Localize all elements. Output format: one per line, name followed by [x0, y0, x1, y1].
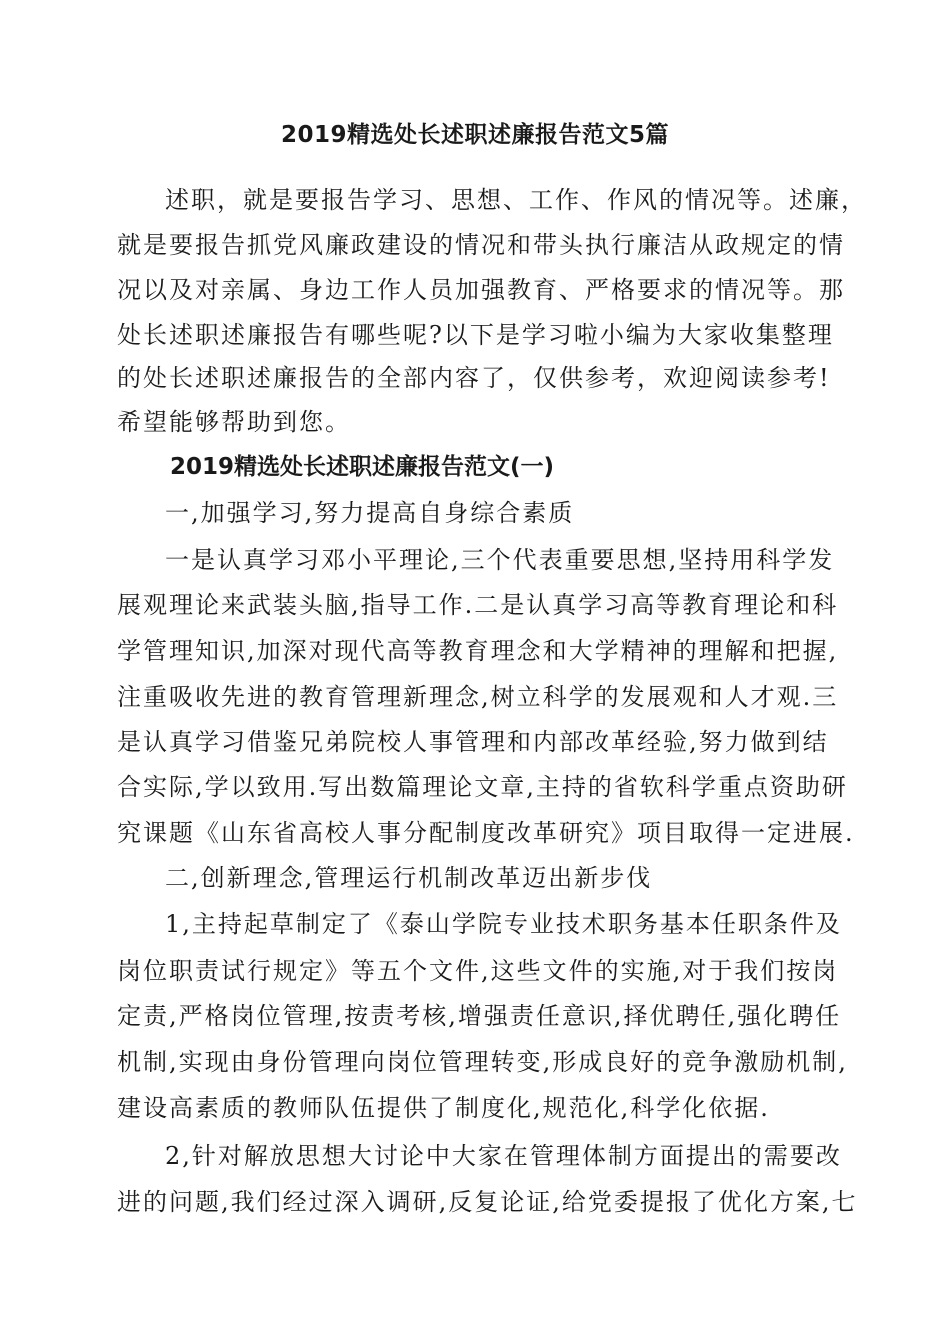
- body-line: 1,主持起草制定了《泰山学院专业技术职务基本任职条件及: [165, 910, 842, 938]
- body-line: 展观理论来武装头脑,指导工作.二是认真学习高等教育理论和科: [117, 591, 839, 619]
- body-line: 合实际,学以致用.写出数篇理论文章,主持的省软科学重点资助研: [117, 773, 848, 801]
- intro-line: 况以及对亲属、身边工作人员加强教育、严格要求的情况等。那: [117, 276, 845, 304]
- body-line: 一,加强学习,努力提高自身综合素质: [165, 499, 575, 527]
- document-title: 2019精选处长述职述廉报告范文5篇: [280, 122, 670, 148]
- body-line: 2,针对解放思想大讨论中大家在管理体制方面提出的需要改: [165, 1142, 842, 1170]
- section-heading: 2019精选处长述职述廉报告范文(一): [170, 454, 555, 480]
- intro-line: 希望能够帮助到您。: [117, 408, 351, 436]
- body-line: 究课题《山东省高校人事分配制度改革研究》项目取得一定进展.: [117, 819, 855, 847]
- body-line: 定责,严格岗位管理,按责考核,增强责任意识,择优聘任,强化聘任: [117, 1002, 842, 1030]
- body-line: 学管理知识,加深对现代高等教育理念和大学精神的理解和把握,: [117, 637, 839, 665]
- intro-line: 处长述职述廉报告有哪些呢?以下是学习啦小编为大家收集整理: [117, 321, 834, 349]
- body-line: 机制,实现由身份管理向岗位管理转变,形成良好的竞争激励机制,: [117, 1048, 848, 1076]
- intro-line: 述职，就是要报告学习、思想、工作、作风的情况等。述廉，: [165, 186, 867, 214]
- intro-line: 就是要报告抓党风廉政建设的情况和带头执行廉洁从政规定的情: [117, 231, 845, 259]
- body-line: 一是认真学习邓小平理论,三个代表重要思想,坚持用科学发: [165, 546, 835, 574]
- body-line: 建设高素质的教师队伍提供了制度化,规范化,科学化依据.: [117, 1094, 770, 1122]
- body-line: 岗位职责试行规定》等五个文件,这些文件的实施,对于我们按岗: [117, 957, 839, 985]
- body-line: 注重吸收先进的教育管理新理念,树立科学的发展观和人才观.三: [117, 683, 839, 711]
- intro-line: 的处长述职述廉报告的全部内容了，仅供参考，欢迎阅读参考!: [117, 364, 831, 392]
- body-line: 进的问题,我们经过深入调研,反复论证,给党委提报了优化方案,七: [117, 1188, 858, 1216]
- body-line: 二,创新理念,管理运行机制改革迈出新步伐: [165, 864, 653, 892]
- body-line: 是认真学习借鉴兄弟院校人事管理和内部改革经验,努力做到结: [117, 728, 829, 756]
